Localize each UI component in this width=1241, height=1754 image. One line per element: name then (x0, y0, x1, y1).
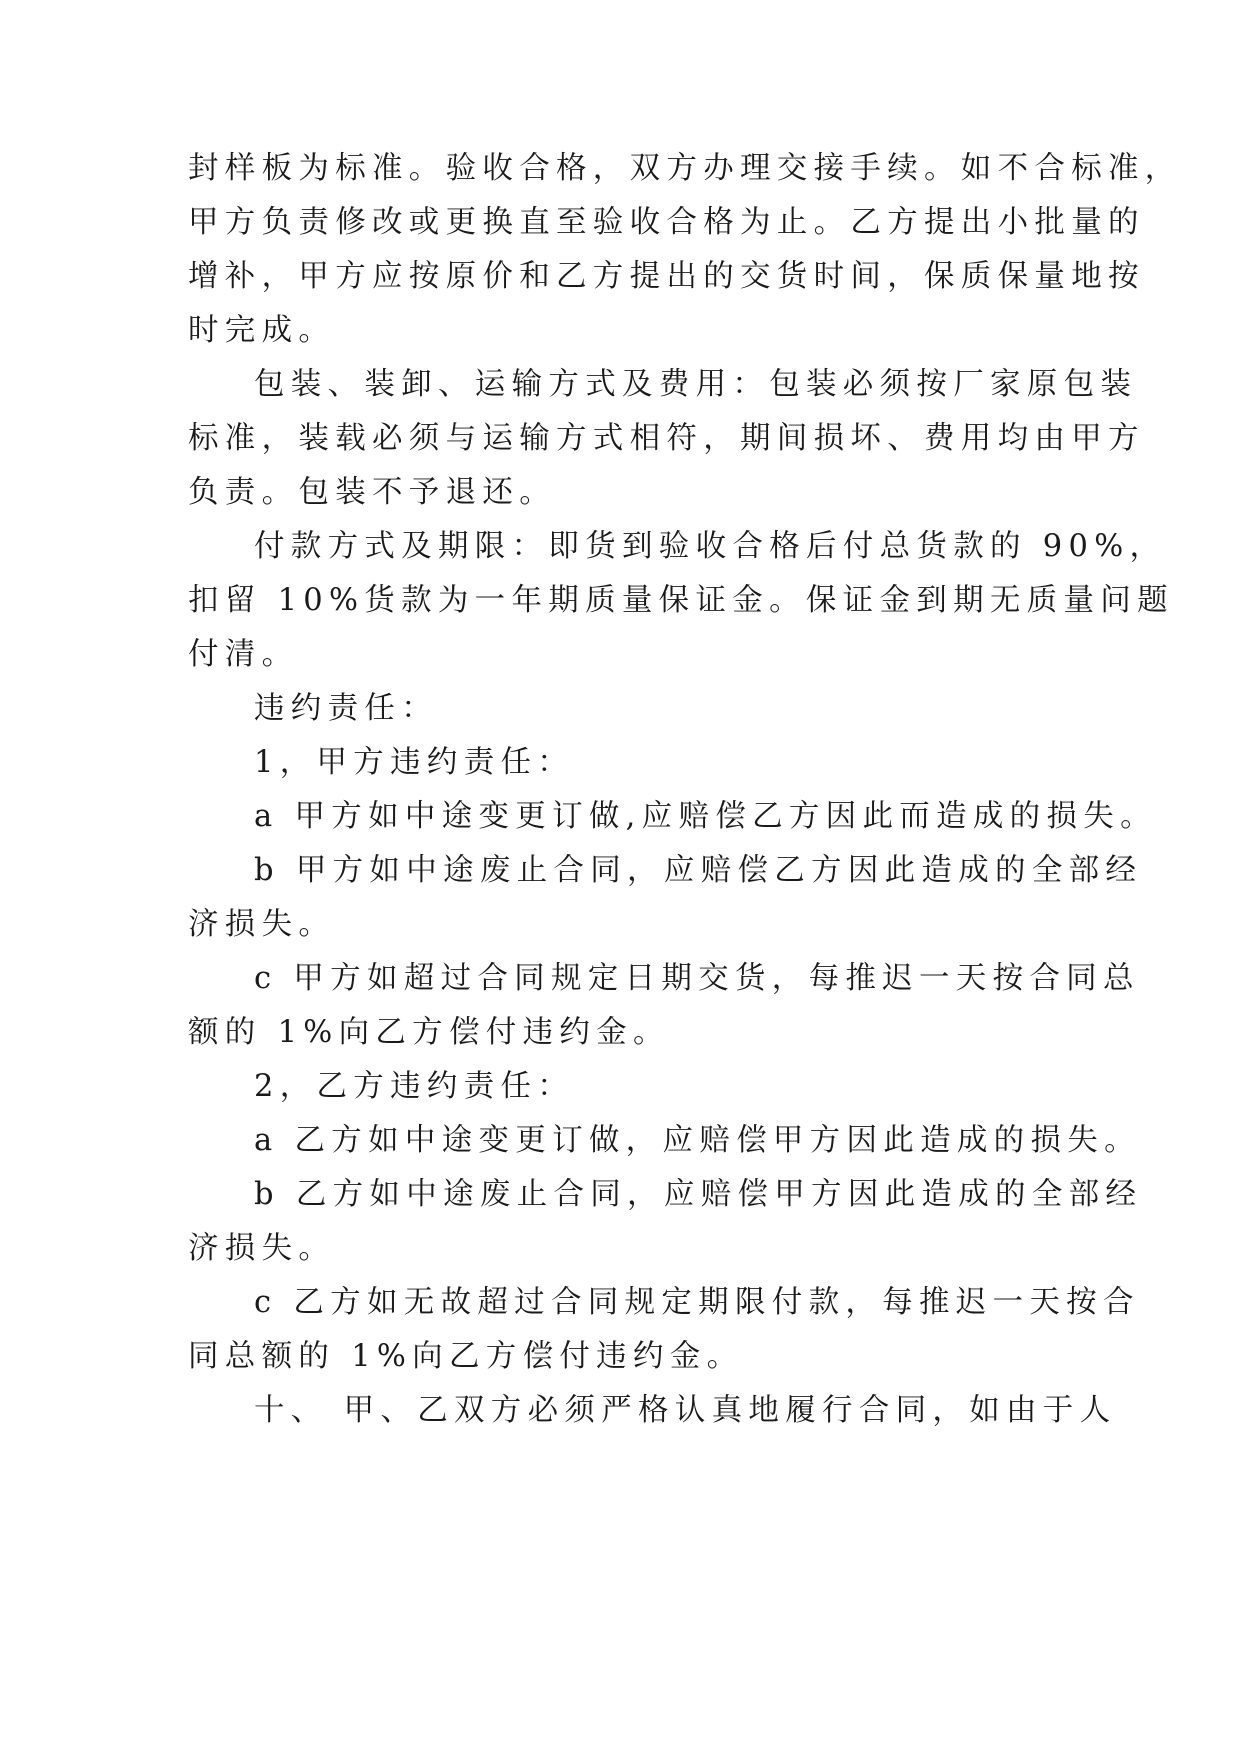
text-line: 违约责任： (254, 691, 438, 726)
text-line: a 甲方如中途变更订做,应赔偿乙方因此而造成的损失。 (254, 799, 1157, 834)
text-line: b 甲方如中途废止合同，应赔偿乙方因此造成的全部经 (254, 853, 1143, 888)
text-line: 标准，装载必须与运输方式相符，期间损坏、费用均由甲方 (188, 421, 1145, 456)
text-line: 同总额的 1%向乙方偿付违约金。 (188, 1339, 744, 1374)
text-line: 十、 甲、乙双方必须严格认真地履行合同，如由于人 (254, 1393, 1117, 1428)
text-line: c 甲方如超过合同规定日期交货，每推迟一天按合同总 (254, 961, 1140, 996)
text-line: 增补，甲方应按原价和乙方提出的交货时间，保质保量地按 (188, 259, 1145, 294)
text-line: 包装、装卸、运输方式及费用：包装必须按厂家原包装 (254, 367, 1138, 402)
text-line: 付款方式及期限：即货到验收合格后付总货款的 90%， (254, 529, 1167, 564)
text-line: a 乙方如中途变更订做，应赔偿甲方因此造成的损失。 (254, 1123, 1141, 1158)
text-line: 时完成。 (188, 313, 336, 348)
text-line: 付清。 (188, 637, 299, 672)
text-line: 济损失。 (188, 907, 336, 942)
text-line: 负责。包装不予退还。 (188, 475, 556, 510)
text-line: c 乙方如无故超过合同规定期限付款，每推迟一天按合 (254, 1285, 1140, 1320)
text-line: 额的 1%向乙方偿付违约金。 (188, 1015, 670, 1050)
text-line: b 乙方如中途废止合同，应赔偿甲方因此造成的全部经 (254, 1177, 1143, 1212)
text-line: 甲方负责修改或更换直至验收合格为止。乙方提出小批量的 (188, 205, 1145, 240)
text-line: 扣留 10%货款为一年期质量保证金。保证金到期无质量问题 (188, 583, 1174, 618)
text-line: 2，乙方违约责任： (254, 1069, 575, 1104)
text-line: 1，甲方违约责任： (254, 745, 575, 780)
text-line: 济损失。 (188, 1231, 336, 1266)
text-line: 封样板为标准。验收合格，双方办理交接手续。如不合标准， (188, 151, 1182, 186)
